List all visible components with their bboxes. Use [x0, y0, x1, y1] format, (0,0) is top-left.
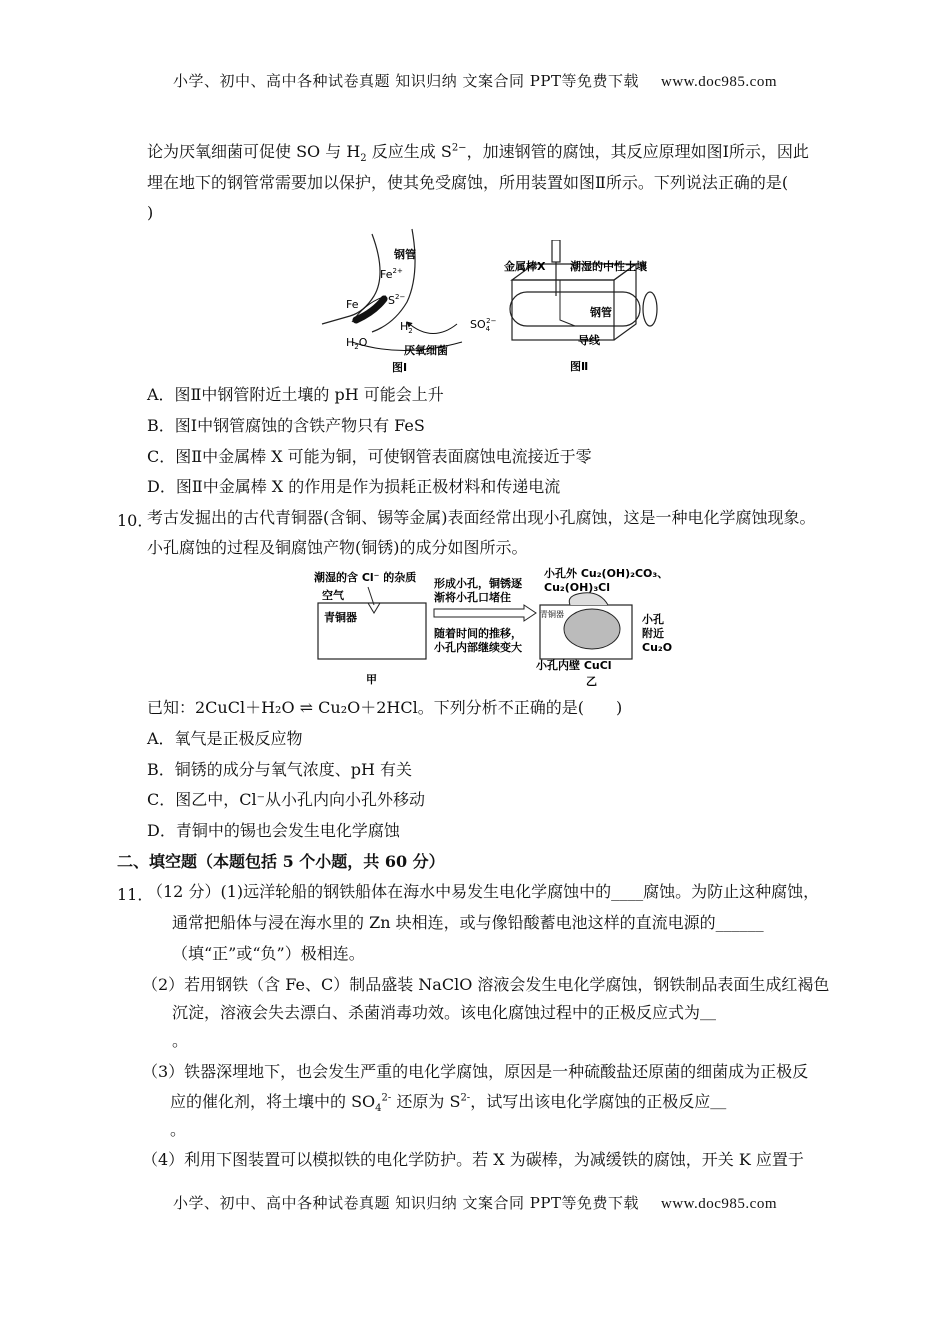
figure-q10-diagram — [308, 565, 680, 690]
fig-near-1: 小孔 — [642, 613, 664, 626]
fig1-so4-label: $SO_42-$ — [470, 317, 497, 333]
process-arrow — [434, 605, 536, 621]
fig1-fe-label: Fe — [346, 298, 359, 311]
fig1-fe2-label: $Fe^{2+}$ — [380, 267, 403, 281]
impurity-pointer — [368, 587, 374, 605]
q10-option-b: B．铜锈的成分与氧气浓度、pH 有关 — [147, 760, 413, 779]
rust-cap — [569, 593, 608, 605]
q10-number: 10． — [117, 511, 154, 530]
fig1-caption: 图Ⅰ — [392, 361, 408, 374]
q10-option-d: D．青铜中的锡也会发生电化学腐蚀 — [147, 821, 400, 840]
fig-air-label: 空气 — [322, 589, 344, 602]
q11-p2-line-2: 沉淀，溶液会失去漂白、杀菌消毒功效。该电化腐蚀过程中的正极反应式为＿ — [172, 1003, 717, 1022]
fig1-h2o-label: $H_2O$ — [346, 336, 368, 351]
page-footer — [0, 1192, 950, 1213]
q10-line-1: 考古发掘出的古代青铜器(含铜、锡等金属)表面经常出现小孔腐蚀，这是一种电化学腐蚀现象。 — [147, 508, 816, 527]
q11-p3-line-2: 应的催化剂，将土壤中的 $SO_4^{2-}$ 还原为 $S^{2-}$，试写出该电化学腐蚀的正极反应＿ — [170, 1092, 727, 1115]
arrow-bottom-text-2: 小孔内部继续变大 — [434, 641, 522, 654]
fig-caption-a: 甲 — [366, 673, 377, 686]
fig2-caption: 图Ⅱ — [570, 360, 589, 373]
arrow-top-text-1: 形成小孔，铜锈逐 — [434, 577, 522, 590]
figure-2-diagram — [500, 240, 670, 375]
fig2-soil-label: 潮湿的中性土壤 — [570, 260, 647, 273]
fig-outside-2: Cu₂(OH)₃Cl — [544, 581, 610, 594]
fig-impurity-label: 潮湿的含 Cl⁻ 的杂质 — [314, 571, 417, 584]
fig1-bacteria-label: 厌氧细菌 — [404, 344, 448, 357]
so4-arrow — [407, 322, 457, 334]
steel-pipe-end — [643, 292, 657, 326]
steel-pipe-outer-edge — [372, 229, 415, 332]
arrow-top-text-2: 渐将小孔口堵住 — [434, 591, 511, 604]
q11-p2-line-3: 。 — [172, 1031, 189, 1050]
q11-p3-line-3: 。 — [170, 1120, 187, 1139]
fig2-wire-label: 导线 — [578, 334, 600, 347]
steel-pipe — [510, 292, 640, 326]
fig-near-3: Cu₂O — [642, 641, 673, 654]
fig2-steel-label: 钢管 — [590, 306, 612, 319]
pit-cavity — [564, 609, 620, 649]
fig-bronze2-label: 青铜器 — [540, 610, 564, 619]
q9-option-d: D．图Ⅱ中金属棒 X 的作用是作为损耗正极材料和传递电流 — [147, 477, 561, 496]
metal-rod-x — [552, 240, 560, 262]
footer-url[interactable]: www.doc985.com — [660, 1196, 777, 1212]
q9-line-3: ) — [147, 203, 154, 222]
fig-near-2: 附近 — [642, 627, 664, 640]
q11-p1-line-2: 通常把船体与浸在海水里的 Zn 块相连，或与像铅酸蓄电池这样的直流电源的______ — [172, 913, 764, 932]
figure-1-diagram — [312, 224, 502, 374]
q11-p4-line-1: （4）利用下图装置可以模拟铁的电化学防护。若 X 为碳棒，为减缓铁的腐蚀，开关 K 应置于 — [142, 1150, 804, 1169]
q11-p1-line-1: （12 分）(1)远洋轮船的钢铁船体在海水中易发生电化学腐蚀中的____腐蚀。为防止这种腐蚀， — [147, 882, 820, 901]
q9-option-c: C．图Ⅱ中金属棒 X 可能为铜，可使钢管表面腐蚀电流接近于零 — [147, 447, 592, 466]
header-text: 小学、初中、高中各种试卷真题 知识归纳 文案合同 PPT等免费下载 — [172, 72, 639, 90]
wire — [560, 280, 575, 326]
q9-line-2: 埋在地下的钢管常需要加以保护，使其免受腐蚀，所用装置如图Ⅱ所示。下列说法正确的是( — [147, 173, 789, 192]
q9-line-1: 论为厌氧细菌可促使 SO 与 $H_2$ 反应生成 $S^{2-}$，加速钢管的腐蚀，其反应原理如图Ⅰ所示，因此 — [147, 142, 809, 165]
page-header — [0, 70, 950, 91]
fig-outside-1: 小孔外 Cu₂(OH)₂CO₃、 — [544, 567, 669, 580]
fig-inner-label: 小孔内壁 CuCl — [536, 659, 612, 672]
header-url[interactable]: www.doc985.com — [660, 74, 777, 90]
q9-option-a: A．图Ⅱ中钢管附近土壤的 pH 可能会上升 — [147, 385, 444, 404]
fig-bronze-label: 青铜器 — [324, 611, 357, 624]
fig-caption-b: 乙 — [586, 675, 597, 688]
q10-option-a: A．氧气是正极反应物 — [147, 729, 303, 748]
q9-option-b: B．图Ⅰ中钢管腐蚀的含铁产物只有 FeS — [147, 416, 425, 435]
q10-option-c: C．图乙中，Cl⁻从小孔内向小孔外移动 — [147, 790, 426, 809]
arrow-bottom-text-1: 随着时间的推移， — [434, 627, 522, 640]
fig1-steel-label: 钢管 — [394, 248, 416, 261]
q10-line-2: 小孔腐蚀的过程及铜腐蚀产物(铜锈)的成分如图所示。 — [147, 538, 528, 557]
section-2-title: 二、填空题（本题包括 5 个小题，共 60 分） — [117, 852, 445, 871]
fig2-rod-label: 金属棒X — [504, 260, 546, 273]
q10-known: 已知：2CuCl＋H₂O ⇌ Cu₂O＋2HCl。下列分析不正确的是( ) — [147, 698, 623, 717]
q11-p3-line-1: （3）铁器深埋地下，也会发生严重的电化学腐蚀，原因是一种硫酸盐还原菌的细菌成为正极反 — [142, 1062, 809, 1081]
soil-box-side — [614, 264, 636, 340]
footer-text: 小学、初中、高中各种试卷真题 知识归纳 文案合同 PPT等免费下载 — [172, 1194, 639, 1212]
q11-p1-line-3: （填“正”或“负”）极相连。 — [172, 944, 365, 963]
fig1-s2-label: $S^{2-}$ — [388, 293, 406, 307]
fig1-h2-label: $H_2$ — [400, 320, 413, 335]
q11-number: 11． — [117, 885, 154, 904]
q11-p2-line-1: （2）若用钢铁（含 Fe、C）制品盛装 NaClO 溶液会发生电化学腐蚀，钢铁制品表面生成红褐色 — [142, 975, 830, 994]
